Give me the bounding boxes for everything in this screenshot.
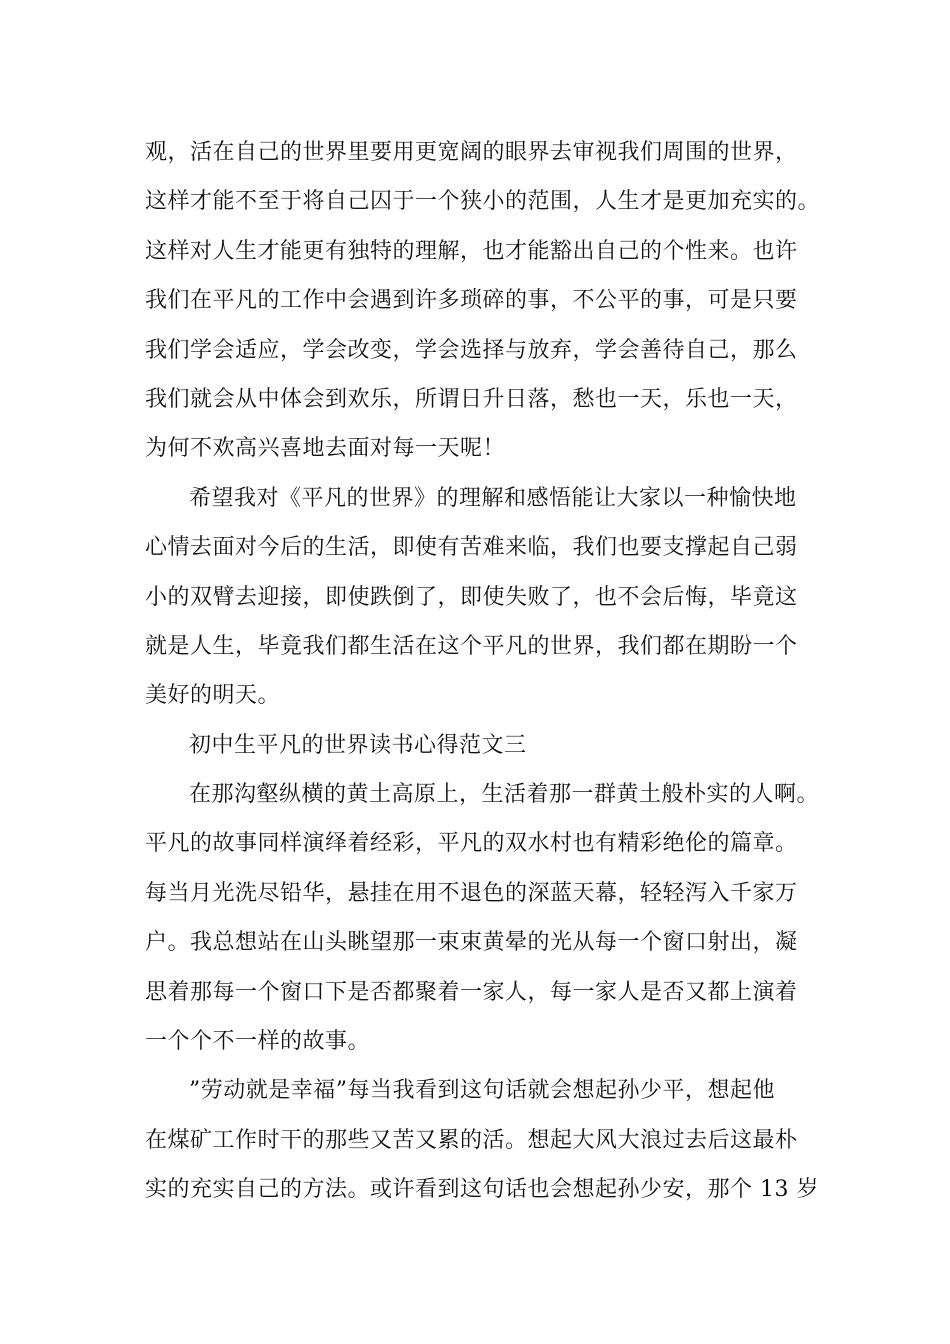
text-line: 小的双臂去迎接，即使跌倒了，即使失败了，也不会后悔，毕竟这 — [145, 584, 798, 610]
text-line: 我们在平凡的工作中会遇到许多琐碎的事，不公平的事，可是只要 — [145, 288, 798, 314]
text-line: 平凡的故事同样演绎着经彩，平凡的双水村也有精彩绝伦的篇章。 — [145, 831, 798, 857]
text-line: 我们学会适应，学会改变，学会选择与放弃，学会善待自己，那么 — [145, 337, 798, 363]
text-line: 我们就会从中体会到欢乐，所谓日升日落，愁也一天，乐也一天， — [145, 386, 798, 412]
text-line: 就是人生，毕竟我们都生活在这个平凡的世界，我们都在期盼一个 — [145, 633, 798, 659]
text-line: 实的充实自己的方法。或许看到这句话也会想起孙少安，那个 13 岁 — [145, 1177, 819, 1203]
text-line: 户。我总想站在山头眺望那一束束黄晕的光从每一个窗口射出，凝 — [145, 930, 798, 956]
text-line: 在那沟壑纵横的黄土高原上，生活着那一群黄土般朴实的人啊。 — [189, 782, 820, 808]
text-line: ”劳动就是幸福”每当我看到这句话就会想起孙少平，想起他 — [189, 1078, 775, 1104]
text-line: 为何不欢高兴喜地去面对每一天呢！ — [145, 436, 506, 462]
text-line: 希望我对《平凡的世界》的理解和感悟能让大家以一种愉快地 — [189, 485, 797, 511]
text-line: 每当月光洗尽铅华，悬挂在用不退色的深蓝天幕，轻轻泻入千家万 — [145, 880, 798, 906]
text-line: 初中生平凡的世界读书心得范文三 — [189, 732, 527, 758]
text-line: 这样才能不至于将自己囚于一个狭小的范围，人生才是更加充实的。 — [145, 189, 821, 215]
text-line: 这样对人生才能更有独特的理解，也才能豁出自己的个性来。也许 — [145, 238, 798, 264]
text-line: 心情去面对今后的生活，即使有苦难来临，我们也要支撑起自己弱 — [145, 535, 798, 561]
document-body — [145, 128, 825, 1215]
text-line: 在煤矿工作时干的那些又苦又累的活。想起大风大浪过去后这最朴 — [145, 1127, 798, 1153]
text-line: 思着那每一个窗口下是否都聚着一家人，每一家人是否又都上演着 — [145, 979, 798, 1005]
text-line: 美好的明天。 — [145, 683, 281, 709]
text-line: 观，活在自己的世界里要用更宽阔的眼界去审视我们周围的世界， — [145, 140, 798, 165]
text-line: 一个个不一样的故事。 — [145, 1029, 371, 1055]
